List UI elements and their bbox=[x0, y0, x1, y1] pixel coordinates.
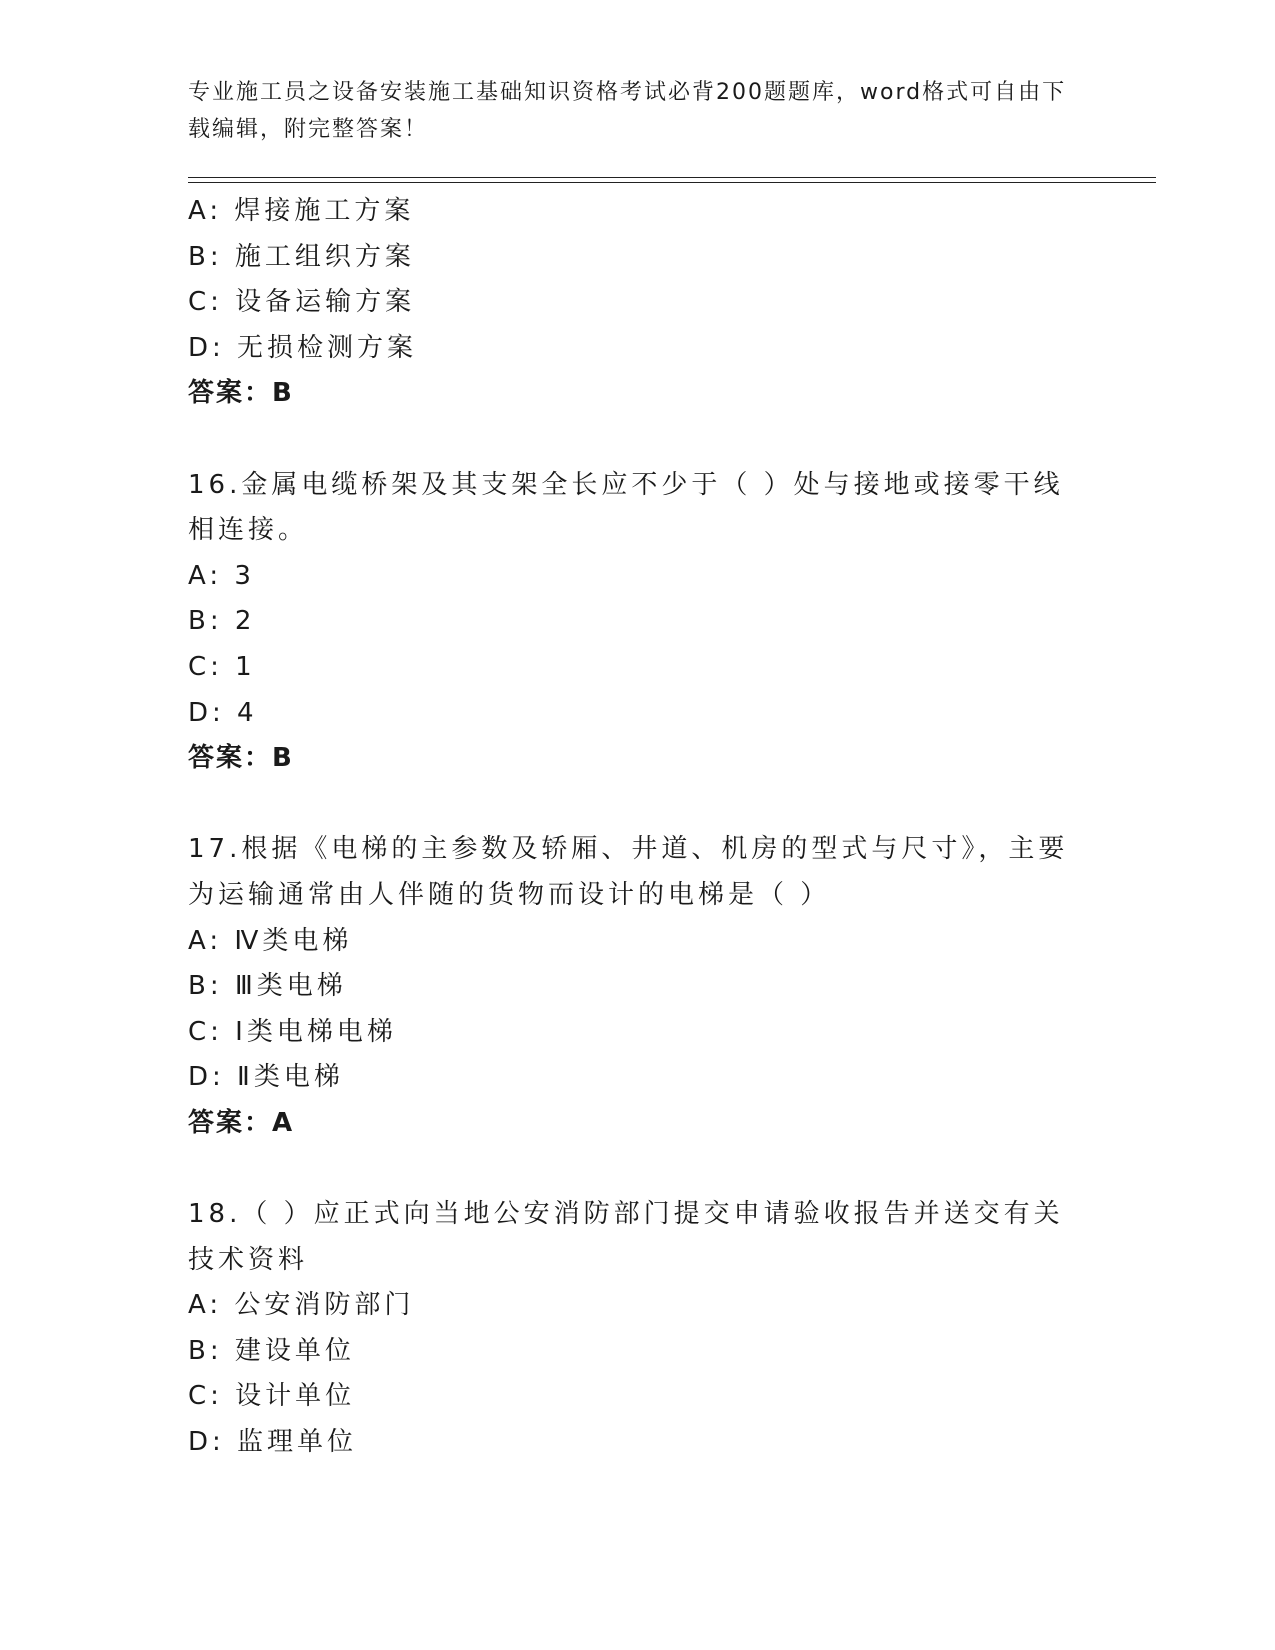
option-a: A: Ⅳ类电梯 bbox=[188, 925, 353, 956]
question-list bbox=[188, 189, 1088, 1466]
option-c: C: 1 bbox=[188, 651, 256, 682]
question-16-block bbox=[188, 463, 1088, 782]
question-17-block bbox=[188, 827, 1088, 1146]
question-text: 18.（ ）应正式向当地公安消防部门提交申请验收报告并送交有关技术资料 bbox=[188, 1199, 1064, 1275]
option-d: D: 无损检测方案 bbox=[188, 332, 418, 363]
question-text: 17.根据《电梯的主参数及轿厢、井道、机房的型式与尺寸》，主要为运输通常由人伴随的货物而设计的电梯是（ ） bbox=[188, 834, 1069, 910]
answer: 答案：A bbox=[188, 1107, 295, 1138]
question-text: 16.金属电缆桥架及其支架全长应不少于（ ）处与接地或接零干线相连接。 bbox=[188, 469, 1064, 546]
option-a: A: 焊接施工方案 bbox=[188, 196, 415, 226]
option-d: D: 监理单位 bbox=[188, 1427, 358, 1458]
option-c: C: Ⅰ类电梯电梯 bbox=[188, 1016, 397, 1047]
option-b: B: 施工组织方案 bbox=[188, 241, 415, 272]
option-a: A: 公安消防部门 bbox=[188, 1290, 415, 1321]
option-d: D: 4 bbox=[188, 697, 258, 728]
header-divider-bottom bbox=[188, 182, 1156, 183]
question-15-block bbox=[188, 189, 1088, 417]
option-a: A: 3 bbox=[188, 560, 255, 591]
document-header: 专业施工员之设备安装施工基础知识资格考试必背200题题库，word格式可自由下载编辑，附完整答案！ bbox=[188, 80, 1067, 142]
answer: 答案：B bbox=[188, 378, 294, 409]
option-b: B: 建设单位 bbox=[188, 1335, 355, 1366]
header-divider-top bbox=[188, 177, 1156, 178]
option-d: D: Ⅱ类电梯 bbox=[188, 1062, 344, 1093]
option-b: B: Ⅲ类电梯 bbox=[188, 971, 347, 1002]
option-c: C: 设计单位 bbox=[188, 1381, 356, 1412]
option-b: B: 2 bbox=[188, 606, 256, 637]
answer: 答案：B bbox=[188, 743, 294, 774]
option-c: C: 设备运输方案 bbox=[188, 287, 416, 318]
question-18-block bbox=[188, 1192, 1088, 1466]
